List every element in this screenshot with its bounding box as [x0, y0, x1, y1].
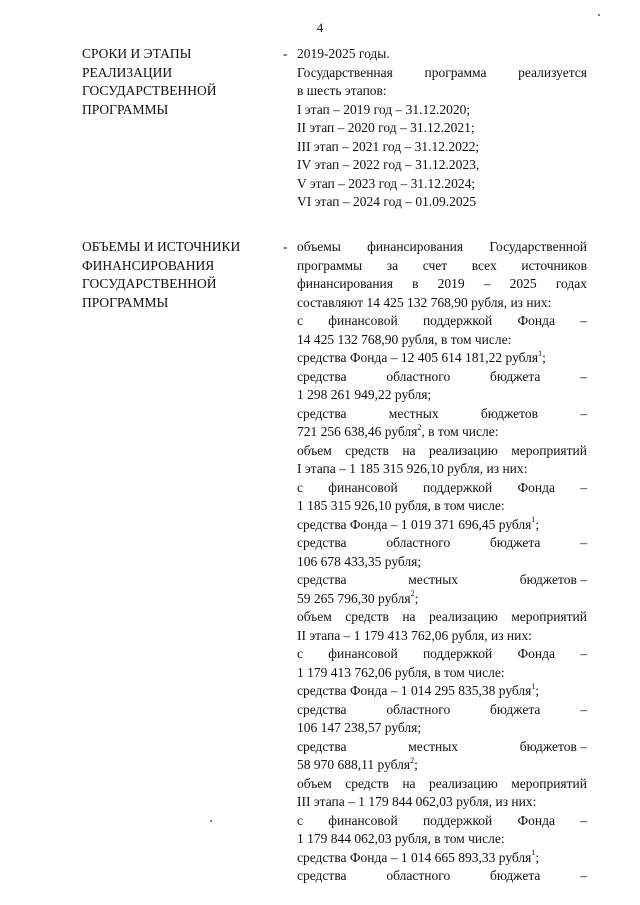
word: мероприятий — [511, 609, 587, 624]
line-tail: ; — [535, 849, 540, 865]
word: объемы — [297, 239, 341, 254]
word: – — [580, 701, 587, 717]
word: областного — [386, 868, 451, 883]
line-text: средства Фонда – 1 014 665 893,33 рубля — [297, 849, 532, 865]
stage-item: II этап – 2020 год – 31.12.2021; — [297, 120, 475, 135]
word: бюджетов — [480, 405, 538, 421]
footnote-marker: 2 — [410, 589, 415, 598]
justified-line — [297, 442, 587, 461]
word: областного — [386, 701, 451, 717]
justified-line — [297, 571, 587, 590]
line-tail: ; — [535, 683, 540, 698]
line-tail: ; — [535, 516, 540, 532]
text-line — [297, 423, 587, 442]
word: финансирования — [367, 239, 464, 254]
line-text: 106 147 238,57 рубля; — [297, 720, 422, 735]
text-line — [297, 793, 587, 812]
line-text: составляют 14 425 132 768,90 рубля, из них: — [297, 294, 552, 310]
line-tail: ; — [414, 590, 419, 606]
stage-item: VI этап – 2024 год – 01.09.2025 — [297, 194, 477, 209]
word: – — [580, 479, 587, 495]
word: на — [402, 442, 416, 458]
word: Фонда — [517, 646, 555, 661]
word: местных — [408, 738, 459, 754]
stage-item: V этап – 2023 год – 31.12.2024; — [297, 175, 476, 191]
line-text: 14 425 132 768,90 рубля, в том числе: — [297, 331, 512, 347]
word: областного — [386, 535, 451, 550]
footnote-marker: 1 — [538, 348, 543, 358]
word: источников — [521, 257, 587, 273]
justified-line — [297, 534, 587, 553]
justified-line — [297, 275, 587, 294]
text-line — [297, 849, 587, 868]
justified-line — [297, 312, 587, 331]
heading-line: ПРОГРАММЫ — [82, 294, 169, 310]
text-line — [297, 682, 587, 701]
stage-item: IV этап – 2022 год – 31.12.2023, — [297, 157, 480, 172]
word: местных — [408, 572, 459, 587]
word: средств — [345, 775, 389, 791]
heading-line: ФИНАНСИРОВАНИЯ — [82, 257, 215, 273]
page-number: 4 — [316, 20, 324, 35]
word: средств — [345, 442, 389, 458]
word: средства — [297, 368, 347, 384]
word: бюджета — [490, 535, 541, 550]
justified-line — [297, 738, 587, 757]
word: – — [580, 535, 587, 550]
section2-body — [297, 238, 587, 886]
stage-item: III этап – 2021 год – 31.12.2022; — [297, 138, 480, 154]
word: областного — [386, 368, 451, 384]
justified-line — [297, 812, 587, 831]
text-line — [297, 460, 587, 479]
text-line — [297, 830, 587, 849]
line-text: 1 179 413 762,06 рубля, в том числе: — [297, 664, 505, 680]
footnote-marker: 1 — [531, 848, 536, 857]
word: на — [402, 775, 416, 791]
word: средства — [297, 868, 347, 883]
scan-speck — [598, 14, 600, 16]
line-text: 1 185 315 926,10 рубля, в том числе: — [297, 498, 505, 513]
word: реализацию — [428, 609, 498, 624]
word: 2025 — [509, 276, 537, 291]
word: Государственной — [489, 239, 587, 254]
justified-line — [297, 479, 587, 498]
word: – — [580, 368, 587, 384]
justified-line — [297, 775, 587, 794]
line-text: средства Фонда – 1 019 371 696,45 рубля — [297, 516, 532, 532]
word: поддержкой — [422, 479, 493, 495]
word: средства — [297, 701, 347, 717]
intro-end: в шесть этапов: — [297, 83, 387, 98]
word: средства — [297, 738, 347, 754]
text-line — [297, 553, 587, 572]
line-text: II этапа – 1 179 413 762,06 рубля, из них: — [297, 627, 532, 643]
word: местных — [388, 405, 439, 421]
intro-line: Государственная программа реализуется — [297, 64, 587, 80]
word: – — [580, 313, 587, 328]
text-line — [297, 386, 587, 405]
word: – — [580, 868, 587, 883]
heading-line: ГОСУДАРСТВЕННОЙ — [82, 276, 217, 291]
word: с — [297, 313, 303, 328]
section2-dash: - — [283, 239, 288, 254]
justified-line — [297, 238, 587, 257]
word: программы — [297, 257, 363, 273]
line-text: 1 298 261 949,22 рубля; — [297, 387, 432, 402]
justified-line — [297, 368, 587, 387]
word: счет — [422, 257, 448, 273]
section1-dash: - — [283, 46, 288, 61]
word: средства — [297, 572, 347, 587]
word: бюджета — [490, 368, 541, 384]
line-text: 58 970 688,11 рубля — [297, 757, 411, 772]
line-tail: ; — [542, 350, 546, 365]
word: финансирования — [297, 276, 393, 291]
heading-line: ОБЪЕМЫ И ИСТОЧНИКИ — [82, 239, 241, 254]
heading-line: РЕАЛИЗАЦИИ — [82, 64, 173, 80]
word: реализацию — [428, 775, 498, 791]
text-line — [297, 719, 587, 738]
word: Фонда — [517, 313, 555, 328]
word: объем — [297, 775, 332, 791]
word: годах — [555, 276, 587, 291]
text-line — [297, 590, 587, 609]
section1-body — [297, 45, 587, 212]
word: – — [580, 405, 587, 421]
footnote-marker: 2 — [410, 755, 415, 765]
line-tail: ; — [414, 757, 418, 772]
word: 2019 — [437, 276, 465, 291]
word: с — [297, 646, 303, 661]
word: всех — [471, 257, 497, 273]
word: – — [580, 812, 587, 828]
heading-line: СРОКИ И ЭТАПЫ — [82, 46, 192, 61]
section2-heading — [82, 238, 272, 312]
word: мероприятий — [511, 775, 587, 791]
word: средства — [297, 535, 347, 550]
text-line — [297, 627, 587, 646]
word: бюджета — [490, 701, 541, 717]
word: бюджетов – — [519, 738, 587, 754]
word: мероприятий — [511, 442, 587, 458]
text-line — [297, 497, 587, 516]
stage-item: I этап – 2019 год – 31.12.2020; — [297, 101, 471, 117]
text-line — [297, 294, 587, 313]
line-text: III этапа – 1 179 844 062,03 рубля, из них: — [297, 794, 537, 809]
word: средства — [297, 405, 347, 421]
word: – — [483, 276, 491, 291]
text-line — [297, 349, 587, 368]
line-text: 106 678 433,35 рубля; — [297, 553, 422, 569]
word: с — [297, 479, 303, 495]
word: Фонда — [517, 479, 555, 495]
footnote-marker: 1 — [531, 681, 536, 691]
word: реализацию — [428, 442, 498, 458]
heading-line: ГОСУДАРСТВЕННОЙ — [82, 83, 217, 98]
justified-line — [297, 701, 587, 720]
justified-line — [297, 645, 587, 664]
line-text: средства Фонда – 12 405 614 181,22 рубля — [297, 350, 539, 365]
word: в — [412, 276, 419, 291]
word: поддержкой — [422, 812, 493, 828]
text-line — [297, 664, 587, 683]
footnote-marker: 1 — [531, 515, 536, 524]
word: финансовой — [328, 646, 398, 661]
word: за — [386, 257, 399, 273]
word: финансовой — [328, 313, 398, 328]
word: средств — [345, 609, 389, 624]
justified-line — [297, 405, 587, 424]
line-text: средства Фонда – 1 014 295 835,38 рубля — [297, 683, 532, 698]
word: Фонда — [517, 812, 555, 828]
section1-heading — [82, 45, 272, 119]
word: бюджетов – — [519, 572, 587, 587]
word: финансовой — [328, 479, 398, 495]
text-line — [297, 756, 587, 775]
word: объем — [297, 442, 332, 458]
line-text: 1 179 844 062,03 рубля, в том числе: — [297, 831, 505, 846]
years-text: 2019-2025 годы. — [297, 46, 390, 61]
footnote-marker: 2 — [417, 422, 422, 432]
line-text: 721 256 638,46 рубля — [297, 424, 418, 439]
justified-line — [297, 608, 587, 627]
word: бюджета — [490, 868, 541, 883]
word: на — [402, 609, 416, 624]
line-tail: , в том числе: — [421, 424, 499, 439]
word: с — [297, 812, 303, 828]
line-text: 59 265 796,30 рубля — [297, 590, 411, 606]
word: объем — [297, 609, 332, 624]
justified-line — [297, 867, 587, 886]
word: поддержкой — [422, 646, 493, 661]
line-text: I этапа – 1 185 315 926,10 рубля, из них: — [297, 461, 528, 476]
justified-line — [297, 257, 587, 276]
text-line — [297, 516, 587, 535]
heading-line: ПРОГРАММЫ — [82, 101, 169, 117]
text-line — [297, 331, 587, 350]
word: поддержкой — [422, 313, 493, 328]
word: финансовой — [328, 812, 398, 828]
word: – — [580, 646, 587, 661]
scan-speck — [210, 820, 212, 822]
